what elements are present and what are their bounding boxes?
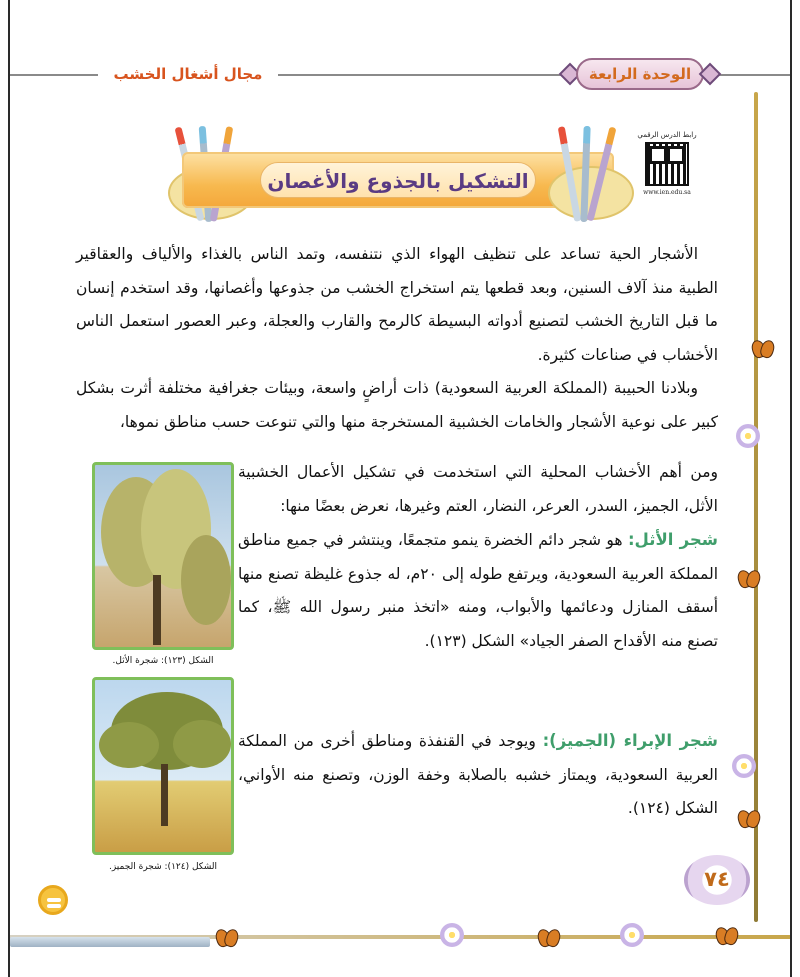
paragraph: وبلادنا الحبيبة (المملكة العربية السعودية) ذات أراضٍ واسعة، وبيئات جغرافية مختلفة أثرت بشكل كبير على نوعية الأشجار والخامات الخشبية المستخرجة منها والتي تنوعت حسب مناطق نموها،: [76, 379, 718, 431]
flower-icon: [732, 754, 756, 778]
butterfly-icon: [738, 810, 760, 826]
page-number: [684, 855, 750, 905]
athel-paragraph: [238, 523, 718, 658]
paragraph: ومن أهم الأخشاب المحلية التي استخدمت في تشكيل الأعمال الخشبية الأثل، الجميز، السدر، العرعر، النضار، العتم وغيرها، نعرض بعضًا منها:: [238, 463, 718, 515]
qr-label: رابط الدرس الرقمي: [637, 131, 697, 139]
qr-url[interactable]: www.ien.edu.sa: [643, 189, 691, 196]
decorative-vine: [730, 92, 790, 922]
butterfly-icon: [716, 927, 738, 943]
field-title: مجال أشغال الخشب: [98, 60, 278, 88]
unit-badge: [562, 55, 718, 93]
ibra-paragraph: [238, 724, 718, 826]
woods-section: [238, 456, 718, 658]
digital-lesson-link[interactable]: [636, 130, 698, 218]
lesson-title: التشكيل بالجذوع والأغصان: [267, 169, 529, 193]
figure-caption: الشكل (١٢٤): شجرة الجميز.: [108, 862, 218, 872]
ibra-heading: شجر الإبراء (الجميز):: [542, 731, 718, 750]
bottom-decoration: [10, 917, 790, 959]
ibra-section: [238, 724, 718, 826]
pencil-icon: [10, 937, 210, 947]
flower-icon: [440, 923, 464, 947]
butterfly-icon: [216, 929, 238, 945]
flower-icon: [736, 424, 760, 448]
paragraph: الأشجار الحية تساعد على تنظيف الهواء الذي نتنفسه، وتمد الناس بالغذاء والألياف والعقاقير الطبية منذ آلاف السنين، وبعد قطعها يتم استخراج الخشب من جذوعها وأغصانها، وقد استخدم إنسان ما قبل التاريخ الخشب لتصنيع أدواته البسيطة كالرمح والقارب والعجلة، وعبر العصور استعمل الناس الأخشاب في صناعات كثيرة.: [76, 245, 718, 364]
page-number-text: ٧٤: [704, 867, 730, 891]
athel-text: هو شجر دائم الخضرة ينمو متجمعًا، وينتشر في جميع مناطق المملكة العربية السعودية، ويرتفع طوله إلى ٢٠م، له جذوع غليظة تصنع منها أسقف المنازل ودعائمها والأبواب، ومنه «اتخذ منبر رسول الله ﷺ، كما تصنع منه الأقداح الصفر الجياد» الشكل (١٢٣).: [238, 531, 719, 650]
qr-code-icon[interactable]: [645, 142, 689, 186]
publisher-logo-icon: [38, 885, 68, 915]
athel-heading: شجر الأثل:: [627, 530, 718, 549]
sycamore-tree-photo: [92, 677, 234, 855]
butterfly-icon: [738, 570, 760, 586]
flower-icon: [620, 923, 644, 947]
athel-tree-photo: [92, 462, 234, 650]
butterfly-icon: [538, 929, 560, 945]
butterfly-icon: [752, 340, 774, 356]
ibra-text: ويوجد في القنفذة ومناطق أخرى من المملكة العربية السعودية، ويمتاز خشبه بالصلابة وخفة الوزن، وتصنع منه الأواني، الشكل (١٢٤).: [238, 732, 718, 817]
unit-title: الوحدة الرابعة: [576, 58, 704, 90]
paint-palette-icon: [548, 126, 634, 230]
intro-text: [76, 238, 718, 439]
figure-caption: الشكل (١٢٣): شجرة الأثل.: [112, 656, 214, 666]
